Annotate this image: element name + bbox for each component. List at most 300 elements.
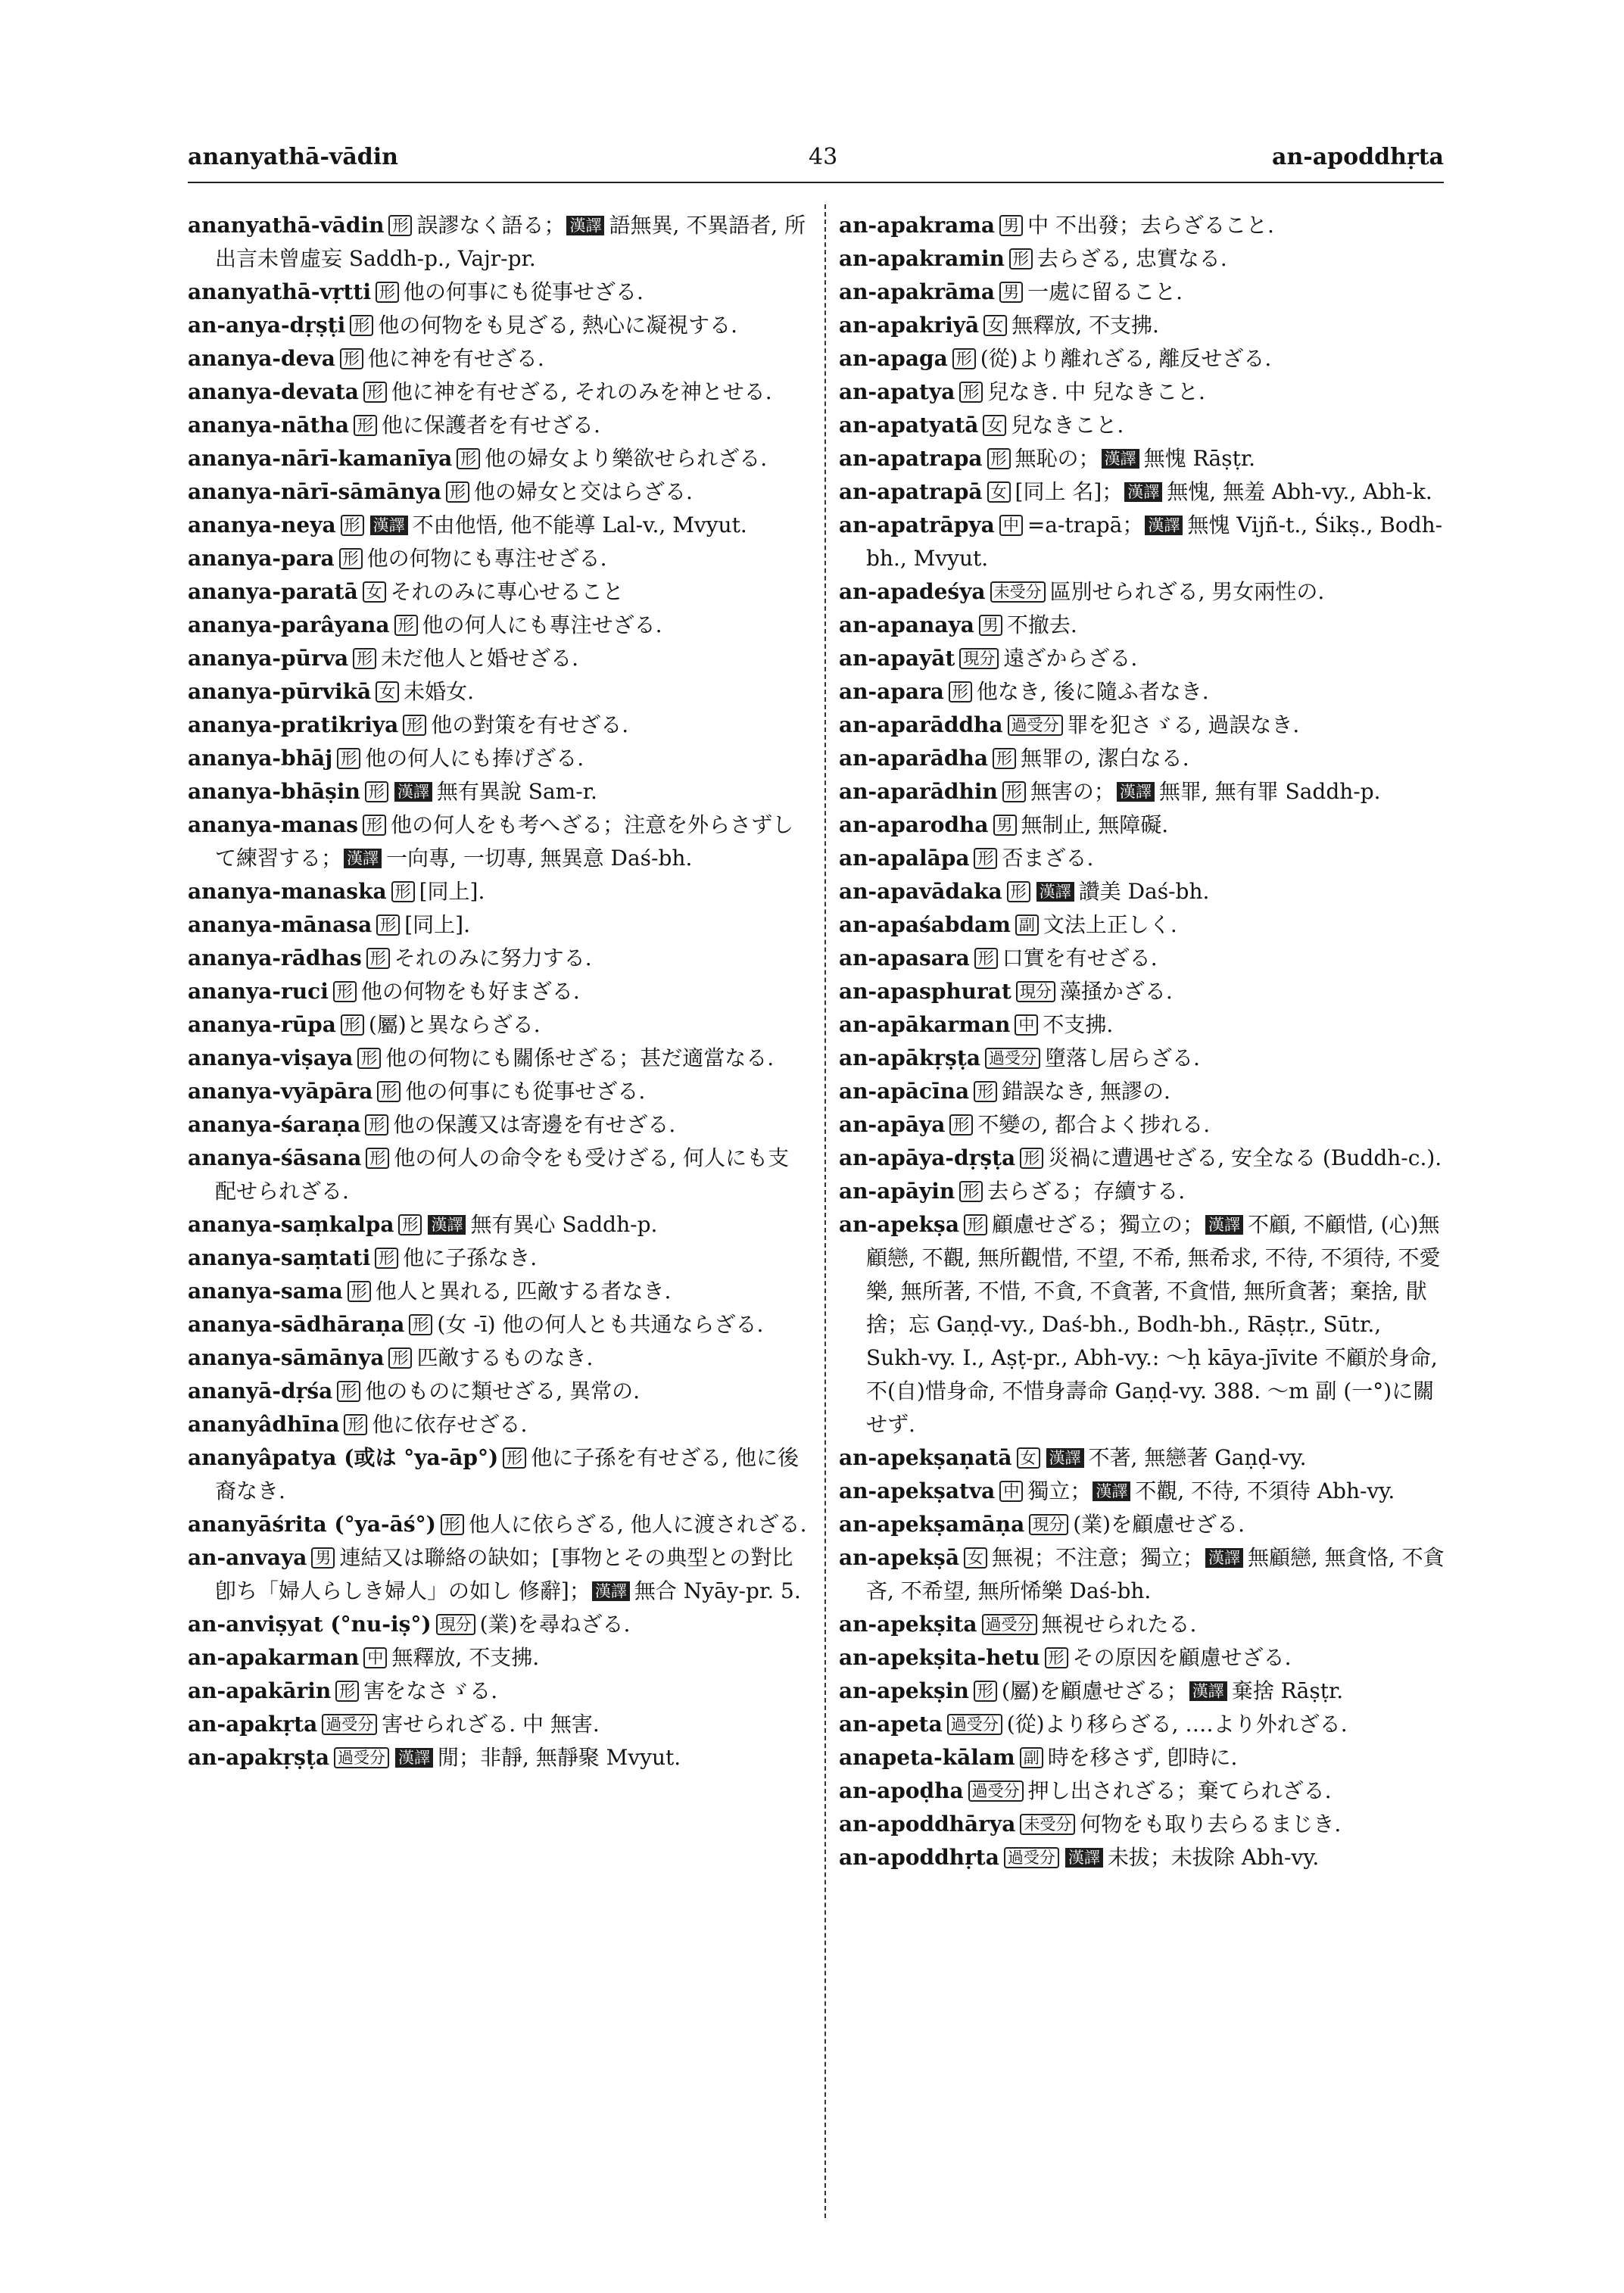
entry-headword: ananya-viṣaya [188,1045,354,1070]
grammar-label: 形 [959,1181,983,1202]
grammar-label: 形 [357,1048,381,1069]
chinese-translation-marker: 漢譯 [344,849,382,868]
grammar-label: 女 [1017,1447,1040,1469]
dictionary-entry [188,942,809,975]
entry-definition: その原因を顧慮せざる. [1072,1645,1292,1670]
dictionary-entry [188,1308,809,1341]
dictionary-entry [839,409,1445,442]
entry-definition: 無恥の； [1015,446,1100,471]
entry-headword: ananya-paratā [188,579,358,604]
chinese-translation-marker: 漢譯 [1046,1448,1084,1468]
grammar-label: 副 [1015,914,1039,936]
entry-headword: an-apatyatā [839,413,979,438]
dictionary-entry [839,942,1445,975]
dictionary-entry [839,1175,1445,1208]
entry-headword: ananya-sama [188,1279,343,1304]
entry-definition: 他の何物にも專注せざる. [366,546,607,571]
entry-headword: ananya-deva [188,346,335,371]
dictionary-entry [839,276,1445,309]
entry-translation: 不顧, 不顧惜, (心)無顧戀, 不觀, 無所觀惜, 不望, 不希, 無希求, 不待, 不須待, 不愛樂, 無所著, 不惜, 不貪, 不貪著, 不貪惜, 無所貪著；棄捨, 猒捨；忘 Gaṇḍ-vy., Daś-bh., Bodh-bh., Rāṣṭr., Sūtr., Sukh-vy. I., Aṣṭ-pr., Abh-vy.: ～ḥ kāya-jīvite 不顧於身命, 不(自)惜身命, 不惜身壽命 Gaṇḍ-vy. 388. ～m 副 (一°)に關せず. [866,1212,1441,1437]
entry-translation: 棄捨 Rāṣṭr. [1231,1678,1344,1703]
entry-translation: 語無異, 不異語者, 所出言未曾虛妄 Saddh-p., Vajr-pr. [215,213,806,271]
entry-headword: an-apadeśya [839,579,986,604]
entry-headword: ananya-parâyana [188,612,390,637]
entry-headword: an-apakārin [188,1678,332,1703]
entry-translation: 閒；非靜, 無靜聚 Mvyut. [437,1745,681,1770]
grammar-label: 中 [999,515,1023,536]
grammar-label: 形 [993,748,1016,769]
entry-headword: ananya-saṃkalpa [188,1212,394,1237]
entry-headword: an-apekṣaṇatā [839,1445,1012,1470]
dictionary-entry [188,375,809,409]
grammar-label: 形 [333,981,357,1002]
guide-word-right: an-apoddhṛta [1272,144,1444,170]
guide-word-left: ananyathā-vādin [188,144,398,170]
entry-headword: an-apekṣa [839,1212,959,1237]
entry-definition: それのみに專心せること [390,579,624,604]
grammar-label: 形 [1045,1647,1068,1668]
grammar-label: 現分 [1016,981,1055,1002]
running-head [188,144,1444,183]
dictionary-entry [839,309,1445,342]
entry-definition: 他に神を有せざる, それのみを神とせる. [391,379,772,404]
chinese-translation-marker: 漢譯 [566,216,604,235]
grammar-label: 副 [1020,1747,1043,1768]
dictionary-entry [188,1541,809,1608]
grammar-label: 形 [398,1214,422,1235]
entry-headword: ananya-rūpa [188,1012,336,1037]
dictionary-entry [188,1142,809,1208]
entry-headword: an-apekṣā [839,1545,959,1570]
dictionary-entry [839,509,1445,575]
entry-headword: an-apara [839,679,944,704]
dictionary-entry [839,242,1445,276]
entry-definition: 墮落し居らざる. [1044,1045,1200,1070]
entry-definition: 不撤去. [1006,612,1077,637]
entry-definition: 無視；不注意；獨立； [991,1545,1204,1570]
entry-translation: 讚美 Daś-bh. [1078,879,1210,904]
dictionary-entry [839,742,1445,775]
entry-headword: an-apatrapa [839,446,983,471]
entry-definition: 罪を犯さゞる, 過誤なき. [1067,712,1300,737]
chinese-translation-marker: 漢譯 [1205,1548,1243,1568]
dictionary-entry [839,1741,1445,1774]
entry-headword: an-anya-dṛṣṭi [188,313,346,338]
dictionary-entry [839,709,1445,742]
dictionary-entry [188,1675,809,1708]
grammar-label: 形 [441,1514,464,1535]
entry-definition: 他に保護者を有せざる. [381,413,600,438]
entry-definition: 區別せられざる, 男女兩性の. [1049,579,1325,604]
entry-translation: 無有異心 Saddh-p. [470,1212,658,1237]
dictionary-entry [188,1508,809,1541]
dictionary-entry [839,575,1445,609]
entry-definition: [同上]. [419,879,485,904]
grammar-label: 形 [340,348,363,369]
entry-headword: an-aparādhin [839,779,998,804]
dictionary-entry [839,908,1445,942]
entry-headword: an-apakramin [839,246,1005,271]
entry-headword: an-apāya [839,1112,946,1137]
entry-definition: 災禍に遭遇せざる, 安全なる (Buddh-c.). [1048,1145,1442,1170]
entry-definition: 他なき, 後に隨ふ者なき. [976,679,1209,704]
grammar-label: 女 [964,1547,987,1569]
entry-definition: (從)より移らざる, ‥‥より外れざる. [1006,1712,1348,1737]
grammar-label: 形 [964,1214,987,1235]
grammar-label: 形 [366,1148,389,1169]
entry-headword: an-apavādaka [839,879,1002,904]
grammar-label: 男 [993,815,1017,836]
grammar-label: 形 [394,615,418,636]
dictionary-entry [188,1641,809,1675]
entry-headword: an-anviṣyat (°nu-iṣ°) [188,1612,432,1637]
grammar-label: 形 [376,282,399,303]
dictionary-entry [188,542,809,575]
grammar-label: 形 [1020,1148,1043,1169]
grammar-label: 中 [363,1647,387,1668]
entry-definition: 他の對策を有せざる. [431,712,629,737]
entry-definition: 他人と異れる, 匹敵する者なき. [375,1279,672,1304]
entry-definition: 他の婦女と交はらざる. [474,479,693,504]
entry-headword: ananyāśrita (°ya-āś°) [188,1512,436,1537]
entry-translation: 無有異說 Sam-r. [436,779,597,804]
entry-headword: ananya-śaraṇa [188,1112,361,1137]
grammar-label: 過受分 [1004,1847,1059,1868]
dictionary-entry [839,442,1445,475]
entry-definition: (屬)と異ならざる. [368,1012,541,1037]
dictionary-entry [188,575,809,609]
grammar-label: 過受分 [968,1781,1024,1802]
entry-definition: 他の何人をも考へざる；注意を外らさずして練習する； [215,812,794,871]
dictionary-entry [839,842,1445,875]
entry-headword: an-aparādha [839,746,988,771]
entry-definition: 不變の, 都合よく捗れる. [977,1112,1211,1137]
grammar-label: 形 [974,948,998,969]
entry-definition: (從)より離れざる, 離反せざる. [980,346,1272,371]
entry-translation: 不由他悟, 他不能導 Lal-v., Mvyut. [412,512,747,537]
entry-headword: an-apoddhṛta [839,1845,999,1870]
entry-definition: 兒なきこと. [1011,413,1124,438]
entry-definition: 他の保護又は寄邊を有せざる. [393,1112,676,1137]
entry-headword: ananya-mānasa [188,912,372,937]
entry-headword: an-apakrama [839,213,996,238]
grammar-label: 形 [987,448,1011,469]
entry-headword: an-apaśabdam [839,912,1011,937]
dictionary-entry [188,1008,809,1042]
entry-headword: an-apanaya [839,612,974,637]
entry-definition: 無釋放, 不支拂. [391,1645,540,1670]
grammar-label: 男 [999,282,1023,303]
chinese-translation-marker: 漢譯 [1205,1215,1243,1235]
dictionary-entry [188,1108,809,1142]
entry-headword: ananya-bhāj [188,746,333,771]
dictionary-entry [839,209,1445,242]
chinese-translation-marker: 漢譯 [1117,782,1155,802]
grammar-label: 形 [337,1381,360,1402]
dictionary-entry [839,875,1445,908]
entry-headword: an-apatrapā [839,479,983,504]
entry-definition: 無制止, 無障礙. [1021,812,1169,837]
entry-definition: [同上]. [404,912,470,937]
entry-translation: 一向專, 一切專, 無異意 Daś-bh. [386,846,693,871]
entry-headword: ananyathā-vṛtti [188,279,371,304]
grammar-label: 形 [403,715,426,736]
grammar-label: 形 [1007,881,1030,902]
dictionary-entry [188,1075,809,1108]
entry-headword: an-apāya-dṛṣṭa [839,1145,1016,1170]
entry-definition: 連結又は聯絡の缺如；[事物とその典型との對比卽ち「婦人らしき婦人」の如し 修辭]； [215,1545,793,1603]
entry-headword: ananya-pūrvikā [188,679,372,704]
grammar-label: 過受分 [947,1714,1002,1735]
chinese-translation-marker: 漢譯 [370,516,408,535]
entry-headword: an-apoḍha [839,1778,964,1803]
entry-headword: an-apakriyā [839,313,980,338]
entry-definition: 無視せられたる. [1041,1612,1197,1637]
entry-definition: 匹敵するものなき. [416,1345,594,1370]
grammar-label: 形 [457,448,480,469]
dictionary-entry [188,709,809,742]
dictionary-entry [839,1108,1445,1142]
grammar-label: 過受分 [334,1747,389,1768]
grammar-label: 過受分 [985,1048,1040,1069]
dictionary-entry [188,409,809,442]
entry-headword: an-apatya [839,379,955,404]
grammar-label: 過受分 [982,1614,1037,1635]
entry-headword: an-apekṣita-hetu [839,1645,1040,1670]
entry-headword: ananya-bhāṣin [188,779,360,804]
entry-headword: an-apākarman [839,1012,1011,1037]
entry-definition: 他に子孫を有せざる, 他に後裔なき. [215,1445,800,1503]
dictionary-entry [188,442,809,475]
dictionary-entry [188,1208,809,1242]
entry-headword: an-apākṛṣṭa [839,1045,980,1070]
dictionary-entry [839,1142,1445,1175]
dictionary-entry [188,609,809,642]
grammar-label: 女 [363,581,386,603]
dictionary-entry [188,1741,809,1774]
dictionary-entry [839,642,1445,675]
entry-headword: an-apāyin [839,1179,955,1204]
entry-headword: an-apekṣita [839,1612,977,1637]
chinese-translation-marker: 漢譯 [1093,1481,1130,1501]
chinese-translation-marker: 漢譯 [394,782,432,802]
entry-definition: 害をなさゞる. [363,1678,498,1703]
entry-definition: 無罪の, 潔白なる. [1020,746,1189,771]
dictionary-entry [839,675,1445,709]
dictionary-entry [188,875,809,908]
grammar-label: 過受分 [322,1714,377,1735]
entry-definition: (屬)を顧慮せざる； [1001,1678,1188,1703]
grammar-label: 形 [1009,248,1033,269]
entry-definition: 口實を有せざる. [1002,946,1158,970]
entry-headword: ananya-śāsana [188,1145,362,1170]
entry-headword: ananya-nārī-sāmānya [188,479,441,504]
dictionary-entry [839,375,1445,409]
entry-definition: 去らざる；存續する. [987,1179,1186,1204]
grammar-label: 形 [348,1281,371,1302]
entry-definition: 押し出されざる；棄てられざる. [1027,1778,1332,1803]
dictionary-entry [188,309,809,342]
grammar-label: 形 [503,1447,526,1469]
dictionary-entry [188,742,809,775]
entry-headword: ananya-rādhas [188,946,362,970]
dictionary-entry [839,1208,1445,1441]
dictionary-entry [188,908,809,942]
entry-definition: 他の何人にも專注せざる. [422,612,662,637]
grammar-label: 中 [1015,1014,1038,1036]
dictionary-entry [188,475,809,509]
entry-definition: 一處に留ること. [1027,279,1183,304]
grammar-label: 現分 [1029,1514,1068,1535]
entry-definition: 他の何物にも關係せざる；甚だ適當なる. [385,1045,775,1070]
dictionary-entry [188,1408,809,1441]
entry-headword: an-apācīna [839,1079,970,1104]
chinese-translation-marker: 漢譯 [1189,1681,1227,1701]
chinese-translation-marker: 漢譯 [428,1215,466,1235]
entry-definition: [同上 名]； [1015,479,1124,504]
entry-headword: an-apakrāma [839,279,996,304]
grammar-label: 形 [341,1014,364,1036]
entry-headword: ananya-pūrva [188,646,349,671]
entry-translation: 不觀, 不待, 不須待 Abh-vy. [1135,1478,1395,1503]
dictionary-entry [839,1475,1445,1508]
entry-definition: 錯誤なき, 無謬の. [1002,1079,1170,1104]
entry-headword: an-apasara [839,946,970,970]
entry-headword: ananya-pratikriya [188,712,399,737]
entry-headword: ananya-nārī-kamanīya [188,446,453,471]
entry-headword: an-apakṛṣṭa [188,1745,329,1770]
entry-headword: an-apekṣatva [839,1478,996,1503]
grammar-label: 形 [353,648,376,669]
entry-definition: 未だ他人と婚せざる. [381,646,579,671]
entry-headword: ananyâpatya (或は °ya-āp°) [188,1445,499,1470]
entry-definition: 去らざる, 忠實なる. [1036,246,1227,271]
dictionary-entry [839,1008,1445,1042]
dictionary-entry [188,675,809,709]
entry-headword: an-apakṛta [188,1712,318,1737]
entry-definition: 他に依存せざる. [372,1412,528,1437]
grammar-label: 形 [354,415,377,436]
grammar-label: 中 [999,1481,1023,1502]
chinese-translation-marker: 漢譯 [1145,516,1183,535]
grammar-label: 未受分 [990,581,1046,603]
entry-translation: 無愧 Rāṣṭr. [1143,446,1256,471]
grammar-label: 形 [337,748,360,769]
entry-definition: (女 -ī) 他の何人とも共通ならざる. [437,1312,764,1337]
entry-definition: 遠ざからざる. [1003,646,1138,671]
grammar-label: 形 [974,1681,997,1702]
dictionary-entry [188,1042,809,1075]
grammar-label: 形 [388,215,412,236]
entry-definition: 他の婦女より樂欲せられざる. [485,446,768,471]
grammar-label: 形 [409,1314,432,1335]
entry-headword: an-apakarman [188,1645,360,1670]
grammar-label: 女 [983,415,1006,436]
grammar-label: 形 [388,1347,412,1369]
entry-definition: 他のものに類せざる, 異常の. [365,1379,640,1404]
grammar-label: 形 [949,1114,973,1136]
grammar-label: 形 [952,348,976,369]
dictionary-entry [188,775,809,808]
entry-headword: an-apekṣamāṇa [839,1512,1025,1537]
chinese-translation-marker: 漢譯 [1124,482,1162,502]
dictionary-entry [839,1541,1445,1608]
entry-headword: ananya-manaska [188,879,387,904]
dictionary-entry [188,509,809,542]
entry-definition: それのみに努力する. [394,946,592,970]
grammar-label: 男 [999,215,1023,236]
chinese-translation-marker: 漢譯 [1065,1848,1103,1868]
entry-headword: ananyathā-vādin [188,213,385,238]
entry-definition: 誤謬なく語る； [416,213,566,238]
entry-translation: 無愧, 無羞 Abh-vy., Abh-k. [1167,479,1432,504]
grammar-label: 男 [311,1547,335,1569]
entry-translation: 不著, 無戀著 Gaṇḍ-vy. [1088,1445,1307,1470]
entry-definition: 他の何人の命令をも受けざる, 何人にも支配せられざる. [215,1145,790,1204]
dictionary-entry [188,209,809,276]
grammar-label: 形 [391,881,415,902]
entry-headword: an-anvaya [188,1545,307,1570]
grammar-label: 未受分 [1020,1814,1075,1835]
dictionary-entry [839,1508,1445,1541]
entry-headword: anapeta-kālam [839,1745,1015,1770]
entry-headword: ananya-ruci [188,979,329,1004]
dictionary-entry [839,775,1445,808]
entry-definition: 害せられざる. 中 無害. [382,1712,600,1737]
dictionary-entry [188,276,809,309]
dictionary-entry [839,1075,1445,1108]
grammar-label: 形 [974,1081,997,1102]
entry-definition: 顧慮せざる；獨立の； [991,1212,1204,1237]
entry-definition: (業)を顧慮せざる. [1073,1512,1245,1537]
dictionary-entry [839,1708,1445,1741]
entry-headword: an-aparāddha [839,712,1003,737]
entry-definition: (業)を尋ねざる. [479,1612,631,1637]
entry-headword: ananya-nātha [188,413,349,438]
dictionary-entry [188,1275,809,1308]
dictionary-entry [839,1774,1445,1808]
grammar-label: 形 [974,848,997,869]
dictionary-entry [839,1675,1445,1708]
grammar-label: 形 [376,914,400,936]
entry-definition: 無釋放, 不支拂. [1011,313,1159,338]
entry-definition: 他の何物をも見ざる, 熱心に凝視する. [378,313,738,338]
right-column [839,209,1445,1874]
grammar-label: 形 [363,382,387,403]
entry-translation: 無合 Nyāy-pr. 5. [634,1578,801,1603]
grammar-label: 過受分 [1008,715,1063,736]
grammar-label: 形 [341,515,364,536]
entry-definition: 時を移さず, 卽時に. [1047,1745,1238,1770]
entry-definition: 獨立； [1027,1478,1092,1503]
dictionary-entry [188,808,809,875]
entry-headword: an-apekṣin [839,1678,969,1703]
entry-definition: 不支拂. [1043,1012,1114,1037]
entry-definition: 否まざる. [1002,846,1094,871]
entry-headword: ananya-sāmānya [188,1345,385,1370]
entry-headword: an-apeta [839,1712,943,1737]
dictionary-entry [839,808,1445,842]
entry-definition: 未婚女. [404,679,475,704]
entry-headword: ananya-manas [188,812,359,837]
entry-headword: ananya-para [188,546,335,571]
entry-headword: ananya-sādhāraṇa [188,1312,405,1337]
column-divider [824,204,826,2218]
entry-definition: 兒なき. 中 兒なきこと. [987,379,1205,404]
grammar-label: 形 [446,481,469,503]
dictionary-entry [839,475,1445,509]
dictionary-entry [839,1608,1445,1641]
